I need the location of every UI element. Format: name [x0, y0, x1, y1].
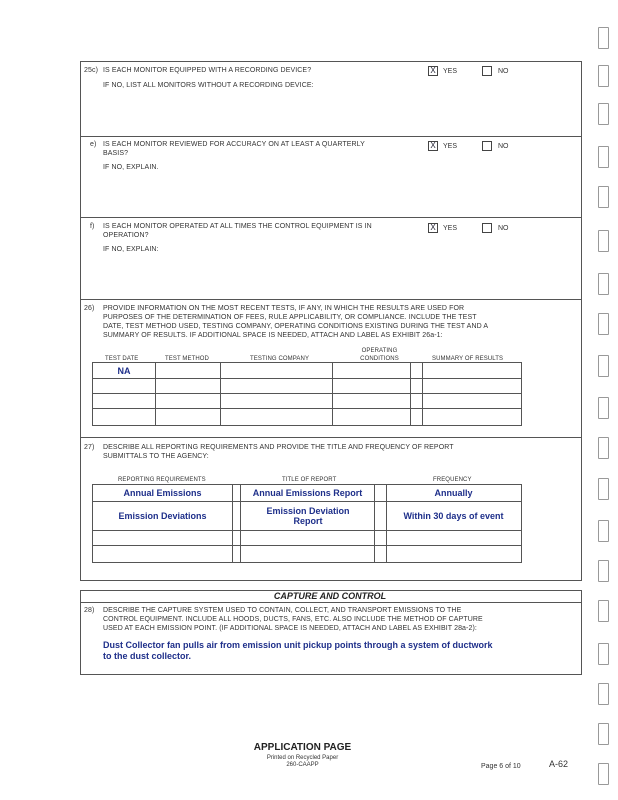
q27-line2: SUBMITTALS TO THE AGENCY:: [103, 453, 209, 460]
q26-header-test-date: TEST DATE: [105, 356, 139, 362]
qf-no-checkbox[interactable]: [482, 223, 492, 233]
q27-row1-frequency: Annually: [434, 488, 473, 498]
q28-line1: DESCRIBE THE CAPTURE SYSTEM USED TO CONTAIN, COLLECT, AND TRANSPORT EMISSIONS TO THE: [103, 607, 462, 614]
q27-row2-frequency: Within 30 days of event: [403, 511, 504, 521]
q28-number: 28): [84, 607, 95, 614]
qe-question-line1: IS EACH MONITOR REVIEWED FOR ACCURACY ON AT LEAST A QUARTERLY: [103, 141, 365, 148]
q27-row1-requirement: Annual Emissions: [123, 488, 202, 498]
q26-table: [92, 362, 522, 426]
qe-no-label: NO: [498, 143, 509, 150]
qf-question-line1: IS EACH MONITOR OPERATED AT ALL TIMES THE CONTROL EQUIPMENT IS IN: [103, 223, 372, 230]
q26-line4: SUMMARY OF RESULTS. IF ADDITIONAL SPACE IS NEEDED, ATTACH AND LABEL AS EXHIBIT 26a-1:: [103, 332, 443, 339]
q25c-followup: IF NO, LIST ALL MONITORS WITHOUT A RECORDING DEVICE:: [103, 82, 314, 89]
q27-header-requirements: REPORTING REQUIREMENTS: [118, 477, 206, 483]
q27-row2-requirement: Emission Deviations: [118, 511, 207, 521]
q26-line2: PURPOSES OF THE DETERMINATION OF FEES, RULE APPLICABILITY, OR COMPLIANCE. INCLUDE THE TEST: [103, 314, 477, 321]
qf-number: f): [90, 223, 95, 230]
q26-header-test-method: TEST METHOD: [165, 356, 209, 362]
q25c-question: IS EACH MONITOR EQUIPPED WITH A RECORDING DEVICE?: [103, 67, 312, 74]
footer-form-code: 260-CAAPP: [286, 762, 319, 768]
footer-printed: Printed on Recycled Paper: [266, 755, 339, 761]
q28-answer-line2: to the dust collector.: [103, 651, 192, 661]
q26-cell-test-date-1: NA: [117, 365, 131, 376]
footer-reference: A-62: [549, 759, 569, 769]
qe-number: e): [90, 141, 97, 148]
q27-row1-title: Annual Emissions Report: [252, 488, 363, 498]
qf-followup: IF NO, EXPLAIN:: [103, 246, 159, 253]
q26-line1: PROVIDE INFORMATION ON THE MOST RECENT TESTS, IF ANY, IN WHICH THE RESULTS ARE USED FOR: [103, 305, 465, 312]
qf-yes-checkbox[interactable]: X: [428, 223, 438, 233]
q27-line1: DESCRIBE ALL REPORTING REQUIREMENTS AND PROVIDE THE TITLE AND FREQUENCY OF REPORT: [103, 444, 454, 451]
qe-yes-label: YES: [443, 143, 458, 150]
q25c-yes-label: YES: [443, 68, 458, 75]
q26-header-testing-company: TESTING COMPANY: [250, 356, 310, 362]
q25c-no-checkbox[interactable]: [482, 66, 492, 76]
q27-number: 27): [84, 444, 95, 451]
footer-page-number: Page 6 of 10: [481, 763, 521, 770]
qf-yes-label: YES: [443, 225, 458, 232]
q28-answer-line1: Dust Collector fan pulls air from emission unit pickup points through a system of ductwork: [103, 640, 493, 650]
q27-header-title: TITLE OF REPORT: [282, 477, 337, 483]
q25c-number: 25c): [84, 67, 99, 74]
q25c-no-label: NO: [498, 68, 509, 75]
q25c-yes-checkbox[interactable]: X: [428, 66, 438, 76]
q27-header-frequency: FREQUENCY: [433, 477, 472, 483]
qe-question-line2: BASIS?: [103, 150, 129, 157]
footer-title: APPLICATION PAGE: [253, 742, 352, 753]
q27-row2-title: Emission Deviation Report: [266, 506, 350, 526]
qf-no-label: NO: [498, 225, 509, 232]
qe-no-checkbox[interactable]: [482, 141, 492, 151]
q26-header-summary: SUMMARY OF RESULTS: [432, 356, 504, 362]
q28-line3: USED AT EACH EMISSION POINT. (IF ADDITIONAL SPACE IS NEEDED, ATTACH AND LABEL AS EXHIBIT 28a-2):: [103, 625, 477, 632]
q26-line3: DATE, TEST METHOD USED, TESTING COMPANY, OPERATING CONDITIONS EXISTING DURING THE TEST AND A: [103, 323, 489, 330]
qe-yes-checkbox[interactable]: X: [428, 141, 438, 151]
q26-header-operating-conditions: OPERATING CONDITIONS: [360, 348, 399, 362]
qf-question-line2: OPERATION?: [103, 232, 149, 239]
q28-line2: CONTROL EQUIPMENT. INCLUDE ALL HOODS, DUCTS, FANS, ETC. ALSO INCLUDE THE METHOD OF CAPTURE: [103, 616, 483, 623]
capture-section-title: CAPTURE AND CONTROL: [273, 591, 387, 601]
qe-followup: IF NO, EXPLAIN.: [103, 164, 159, 171]
q26-number: 26): [84, 305, 95, 312]
